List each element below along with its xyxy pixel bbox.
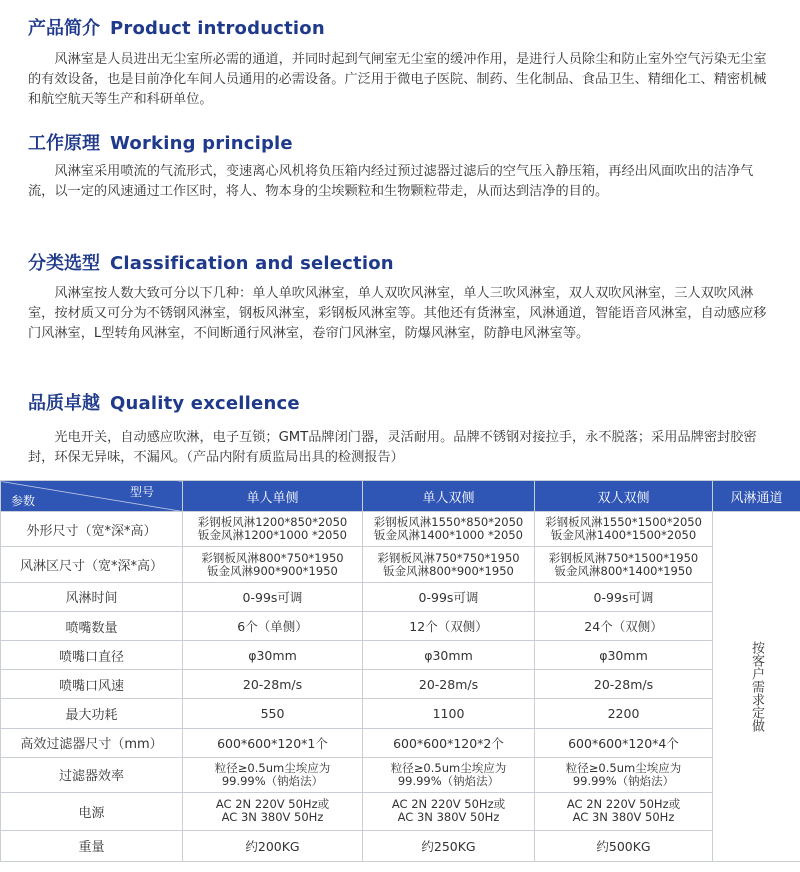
table-row <box>1 830 800 861</box>
table-cell: 彩钢板风淋1550*1500*2050 钣金风淋1400*1500*2050 <box>535 512 713 547</box>
section-title-en: Quality excellence <box>110 393 300 414</box>
table-row <box>1 793 800 831</box>
section-title-classification <box>28 249 394 275</box>
table-cell: AC 2N 220V 50Hz或 AC 3N 380V 50Hz <box>535 793 713 831</box>
section-title-working-principle <box>28 129 293 155</box>
table-cell: 20-28m/s <box>535 670 713 699</box>
table-cell: 约500KG <box>535 830 713 861</box>
table-cell: 2200 <box>535 699 713 728</box>
table-cell: 彩钢板风淋750*750*1950 钣金风淋800*900*1950 <box>363 547 535 582</box>
row-label: 过滤器效率 <box>1 757 183 792</box>
table-cell: 12个（双侧） <box>363 611 535 640</box>
table-cell: 彩钢板风淋800*750*1950 钣金风淋900*900*1950 <box>183 547 363 582</box>
table-row <box>1 641 800 670</box>
table-cell: 粒径≥0.5um尘埃应为 99.99%（钠焰法） <box>363 757 535 792</box>
corner-param-label: 参数 <box>11 494 36 508</box>
table-cell: 24个（双侧） <box>535 611 713 640</box>
row-label: 重量 <box>1 830 183 861</box>
table-cell: 600*600*120*4个 <box>535 728 713 757</box>
row-label: 风淋时间 <box>1 582 183 611</box>
row-label: 喷嘴数量 <box>1 611 183 640</box>
column-header: 单人单侧 <box>183 481 363 512</box>
section-title-cn: 品质卓越 <box>28 393 100 414</box>
row-label: 喷嘴口直径 <box>1 641 183 670</box>
table-cell: 6个（单侧） <box>183 611 363 640</box>
table-cell: 600*600*120*1个 <box>183 728 363 757</box>
table-cell: 550 <box>183 699 363 728</box>
section-body-quality: 光电开关，自动感应吹淋，电子互锁；GMT品牌闭门器，灵活耐用。品牌不锈钢对接拉手，永不脱落；采用品牌密封胶密封，环保无异味，不漏风。（产品内附有质监局出具的检测报告） <box>28 430 757 465</box>
column-header: 风淋通道 <box>713 481 800 512</box>
section-title-cn: 分类选型 <box>28 253 100 274</box>
section-title-en: Working principle <box>110 133 293 154</box>
custom-order-cell <box>713 512 800 862</box>
table-cell: AC 2N 220V 50Hz或 AC 3N 380V 50Hz <box>363 793 535 831</box>
table-row <box>1 670 800 699</box>
table-cell: AC 2N 220V 50Hz或 AC 3N 380V 50Hz <box>183 793 363 831</box>
table-cell: 20-28m/s <box>183 670 363 699</box>
table-cell: 粒径≥0.5um尘埃应为 99.99%（钠焰法） <box>183 757 363 792</box>
table-cell: 0-99s可调 <box>535 582 713 611</box>
table-cell: 约200KG <box>183 830 363 861</box>
table-cell: 彩钢板风淋1200*850*2050 钣金风淋1200*1000 *2050 <box>183 512 363 547</box>
table-row <box>1 512 800 547</box>
table-cell: 20-28m/s <box>363 670 535 699</box>
table-header-row <box>1 481 800 512</box>
table-row <box>1 757 800 792</box>
row-label: 风淋区尺寸（宽*深*高） <box>1 547 183 582</box>
section-title-quality <box>28 389 300 415</box>
table-corner-cell <box>1 481 183 512</box>
table-cell: 约250KG <box>363 830 535 861</box>
section-title-en: Product introduction <box>110 18 325 39</box>
table-cell: 粒径≥0.5um尘埃应为 99.99%（钠焰法） <box>535 757 713 792</box>
table-cell: 1100 <box>363 699 535 728</box>
table-cell: 彩钢板风淋750*1500*1950 钣金风淋800*1400*1950 <box>535 547 713 582</box>
table-cell: φ30mm <box>183 641 363 670</box>
section-title-cn: 产品简介 <box>28 18 100 39</box>
table-cell: 彩钢板风淋1550*850*2050 钣金风淋1400*1000 *2050 <box>363 512 535 547</box>
spec-table <box>0 480 800 862</box>
table-row <box>1 582 800 611</box>
row-label: 高效过滤器尺寸（mm） <box>1 728 183 757</box>
table-row <box>1 728 800 757</box>
section-title-cn: 工作原理 <box>28 133 100 154</box>
custom-order-note: 按客户需求定做 <box>749 641 764 732</box>
section-body-working-principle: 风淋室采用喷流的气流形式，变速离心风机将负压箱内经过预过滤器过滤后的空气压入静压箱，再经出风面吹出的洁净气流，以一定的风速通过工作区时，将人、物本身的尘埃颗粒和生物颗粒带走，从而达到洁净的目的。 <box>28 164 754 199</box>
table-cell: 0-99s可调 <box>183 582 363 611</box>
row-label: 喷嘴口风速 <box>1 670 183 699</box>
row-label: 外形尺寸（宽*深*高） <box>1 512 183 547</box>
table-cell: 600*600*120*2个 <box>363 728 535 757</box>
table-cell: φ30mm <box>363 641 535 670</box>
table-cell: 0-99s可调 <box>363 582 535 611</box>
row-label: 最大功耗 <box>1 699 183 728</box>
column-header: 双人双侧 <box>535 481 713 512</box>
table-row <box>1 611 800 640</box>
section-body-classification: 风淋室按人数大致可分以下几种：单人单吹风淋室，单人双吹风淋室，单人三吹风淋室，双人双吹风淋室，三人双吹风淋室，按材质又可分为不锈钢风淋室，钢板风淋室，彩钢板风淋室等。其他还有货淋室，风淋通道，智能语音风淋室，自动感应移门风淋室，L型转角风淋室，不间断通行风淋室，卷帘门风淋室，防爆风淋室，防静电风淋室等。 <box>28 286 767 341</box>
table-row <box>1 547 800 582</box>
corner-model-label: 型号 <box>129 485 154 499</box>
table-row <box>1 699 800 728</box>
table-cell: φ30mm <box>535 641 713 670</box>
section-title-en: Classification and selection <box>110 253 394 274</box>
column-header: 单人双侧 <box>363 481 535 512</box>
row-label: 电源 <box>1 793 183 831</box>
section-body-product-intro: 风淋室是人员进出无尘室所必需的通道，并同时起到气闸室无尘室的缓冲作用，是进行人员除尘和防止室外空气污染无尘室的有效设备，也是目前净化车间人员通用的必需设备。广泛用于微电子医院、制药、生化制品、食品卫生、精细化工、精密机械和航空航天等生产和科研单位。 <box>28 52 767 107</box>
section-title-product-intro <box>28 14 325 40</box>
